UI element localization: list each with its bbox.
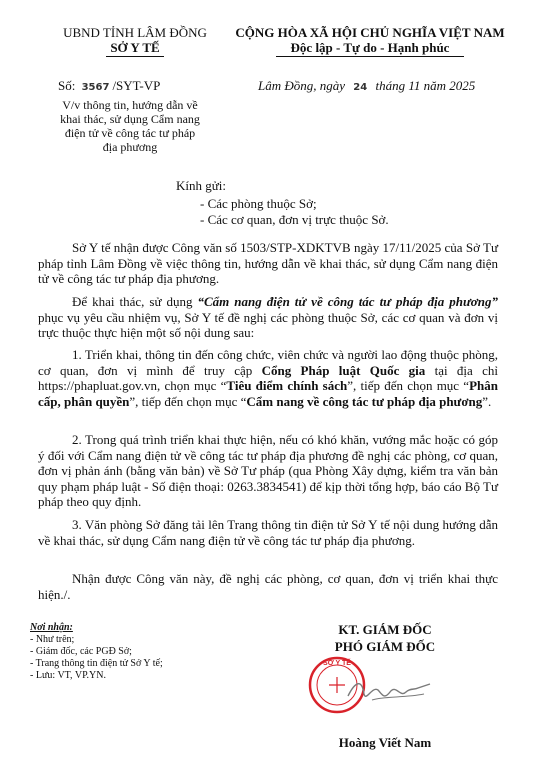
signature-subtitle: PHÓ GIÁM ĐỐC xyxy=(334,639,436,654)
recipient-item: - Các phòng thuộc Sở; xyxy=(200,196,317,211)
date-day-handwritten: 24 xyxy=(353,82,368,93)
paragraph-text: Để khai thác, sử dụng xyxy=(72,294,198,309)
distribution-item: - Lưu: VT, VP.YN. xyxy=(30,670,106,681)
number-prefix: Số: xyxy=(58,78,76,93)
paragraph-text: 3. Văn phòng Sở đăng tải lên Trang thông tin điện tử Sở Y tế nội dung hướng dẫn về khai thác, sử dụng Cẩm nang điện tử về công tác tư pháp địa phương. xyxy=(38,517,498,548)
agency-name: SỞ Y TẾ xyxy=(110,40,160,55)
paragraph-text: 2. Trong quá trình triển khai thực hiện, nếu có khó khăn, vướng mắc hoặc có góp ý đối với Cẩm nang điện tử về công tác tư pháp địa phương đề nghị các phòng, cơ quan, đơn vị phản ánh (bằng văn bản) về Sở Tư pháp (qua Phòng Xây dựng, kiểm tra văn bản quy phạm pháp luật - Số điện thoại: 0263.3834541) để kịp thời tổng hợp, báo cáo Bộ Tư pháp theo quy định. xyxy=(38,432,498,509)
number-suffix: /SYT-VP xyxy=(112,78,161,93)
agency-parent: UBND TỈNH LÂM ĐỒNG xyxy=(63,25,207,40)
portal-name: Cổng Pháp luật Quốc gia xyxy=(261,362,426,378)
handwritten-signature-icon xyxy=(344,672,434,712)
agency-block xyxy=(40,25,230,55)
distribution-item: - Trang thông tin điện tử Sở Y tế; xyxy=(30,658,163,669)
signer-name: Hoàng Viết Nam xyxy=(338,735,432,750)
paragraph-text: tại địa chỉ https://phapluat.gov.vn, chọn mục “ xyxy=(38,362,498,393)
handbook-title: “Cẩm nang điện tử về công tác tư pháp địa phương” xyxy=(197,294,498,309)
paragraph-text: ”. xyxy=(482,393,492,409)
date-suffix: tháng 11 năm 2025 xyxy=(375,78,476,93)
menu-name: Cẩm nang về công tác tư pháp địa phương xyxy=(246,393,483,409)
paragraph-item-2 xyxy=(38,432,498,510)
paragraph-text: phục vụ yêu cầu nhiệm vụ, Sở Y tế đề nghị các phòng thuộc Sở, các cơ quan và đơn vị trực thuộc thực hiện một số nội dung sau: xyxy=(38,309,498,340)
nation-title: CỘNG HÒA XÃ HỘI CHỦ NGHĨA VIỆT NAM xyxy=(235,25,505,40)
document-number xyxy=(58,78,160,94)
paragraph-text: Sở Y tế nhận được Công văn số 1503/STP-XDKTVB ngày 17/11/2025 của Sở Tư pháp tỉnh Lâm Đồng về việc thông tin, hướng dẫn về khai thác, sử dụng Cẩm nang điện tử về công tác tư pháp địa phương. xyxy=(38,240,498,286)
distribution-list xyxy=(30,622,163,682)
paragraph-text: 1. Triển khai, thông tin đến công chức, viên chức và người lao động thuộc phòng, cơ quan, đơn vị mình để truy cập xyxy=(38,347,498,378)
menu-name: Tiêu điểm chính sách xyxy=(226,378,348,393)
distribution-item: - Như trên; xyxy=(30,634,75,645)
paragraph-text: Nhận được Công văn này, đề nghị các phòng, cơ quan, đơn vị triển khai thực hiện./. xyxy=(38,571,498,602)
date-prefix: Lâm Đồng, ngày xyxy=(258,78,346,93)
document-subject xyxy=(40,98,220,154)
subject-line: điện tử về công tác tư pháp xyxy=(64,126,196,140)
paragraph-closing xyxy=(38,571,498,602)
agency-underline xyxy=(106,56,164,57)
menu-name: Phân cấp, phân quyền xyxy=(38,378,498,409)
nation-motto: Độc lập - Tự do - Hạnh phúc xyxy=(290,40,450,55)
paragraph-item-3 xyxy=(38,517,498,548)
stamp-text: SỞ Y TẾ xyxy=(323,660,351,667)
distribution-item: - Giám đốc, các PGĐ Sở; xyxy=(30,646,132,657)
paragraph-text: ”, tiếp đến chọn mục “ xyxy=(347,378,470,393)
subject-line: V/v thông tin, hướng dẫn về xyxy=(62,98,198,112)
distribution-title: Nơi nhận: xyxy=(30,622,73,633)
subject-line: địa phương xyxy=(102,140,158,154)
motto-underline xyxy=(276,56,464,57)
subject-line: khai thác, sử dụng Cẩm nang xyxy=(60,112,200,126)
paragraph-item-1 xyxy=(38,347,498,409)
paragraph-request xyxy=(38,294,498,341)
number-handwritten: 3567 xyxy=(81,82,110,93)
nation-block xyxy=(220,25,520,55)
paragraph-intro xyxy=(38,240,498,287)
document-date xyxy=(258,78,475,94)
signature-title: KT. GIÁM ĐỐC xyxy=(338,622,432,637)
recipients-label: Kính gửi: xyxy=(176,178,227,193)
recipient-item: - Các cơ quan, đơn vị trực thuộc Sở. xyxy=(200,212,389,227)
paragraph-text: ”, tiếp đến chọn mục “ xyxy=(129,393,247,409)
